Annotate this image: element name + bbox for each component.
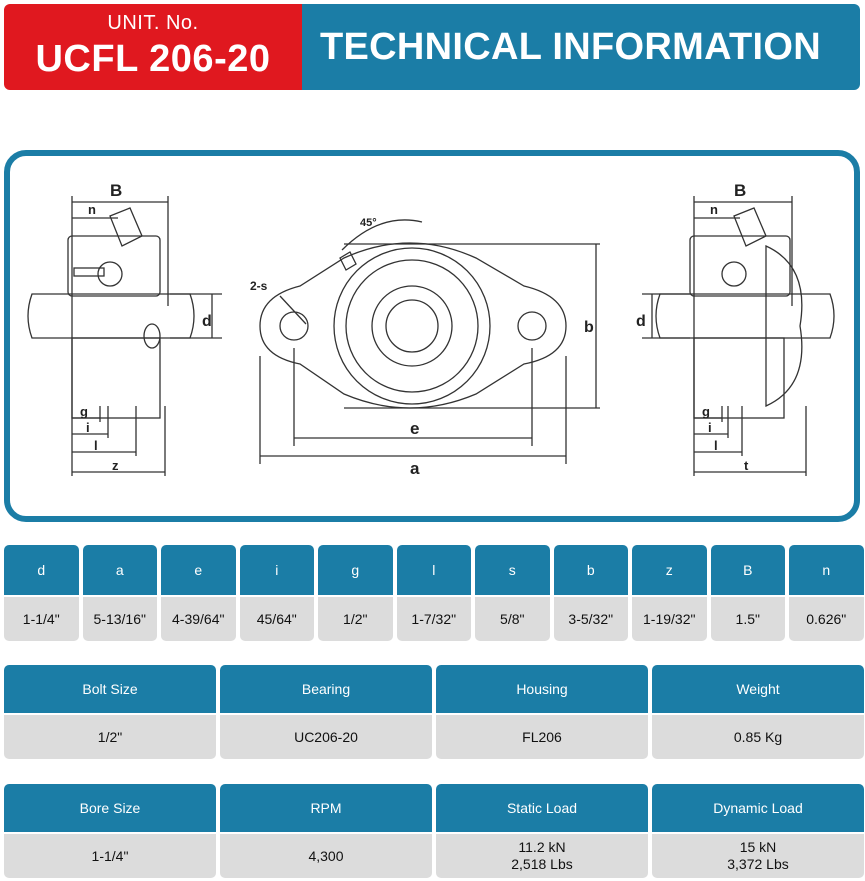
dim-label-B-left: B bbox=[110, 181, 123, 200]
dim-value-a-text: 5-13/16" bbox=[93, 611, 146, 627]
dim-value-s-text: 5/8" bbox=[500, 611, 525, 627]
bolt-size-value-text: 1/2" bbox=[97, 728, 123, 745]
dim-label-n-left: n bbox=[88, 202, 96, 217]
dim-label-B-right: B bbox=[734, 181, 747, 200]
dim-label-e: e bbox=[410, 419, 420, 438]
dim-header-z-text: z bbox=[665, 562, 673, 578]
dim-header-i-text: i bbox=[275, 562, 279, 578]
dim-value-l-text: 1-7/32" bbox=[411, 611, 457, 627]
dim-value-e-text: 4-39/64" bbox=[172, 611, 225, 627]
bolt-size-header bbox=[4, 665, 216, 713]
bore-size-value bbox=[4, 834, 216, 878]
dim-value-e bbox=[161, 597, 236, 641]
dim-value-i bbox=[240, 597, 315, 641]
dim-value-n bbox=[789, 597, 864, 641]
dim-value-i-text: 45/64" bbox=[256, 611, 297, 627]
dim-label-l-left: l bbox=[94, 438, 98, 453]
unit-label: UNIT. No. bbox=[107, 12, 199, 34]
static-load-value bbox=[436, 834, 648, 878]
dim-label-n-right: n bbox=[710, 202, 718, 217]
dim-header-l bbox=[397, 545, 472, 595]
dim-value-z-text: 1-19/32" bbox=[643, 611, 696, 627]
dim-header-z bbox=[632, 545, 707, 595]
dim-label-s: 2-s bbox=[250, 279, 268, 293]
dim-header-i bbox=[240, 545, 315, 595]
page-title: TECHNICAL INFORMATION bbox=[320, 26, 821, 68]
static-load-value-text-2: 2,518 Lbs bbox=[511, 856, 573, 872]
technical-drawing bbox=[10, 156, 854, 516]
dim-value-b-text: 3-5/32" bbox=[568, 611, 614, 627]
dim-value-g-text: 1/2" bbox=[343, 611, 368, 627]
dim-value-d-text: 1-1/4" bbox=[22, 611, 60, 627]
weight-header bbox=[652, 665, 864, 713]
dim-header-b bbox=[554, 545, 629, 595]
dim-header-g bbox=[318, 545, 393, 595]
dynamic-load-value-text-2: 3,372 Lbs bbox=[727, 856, 789, 872]
dim-value-n-text: 0.626" bbox=[806, 611, 847, 627]
dynamic-load-header-text: Dynamic Load bbox=[713, 800, 803, 816]
dim-label-g-right: g bbox=[702, 404, 710, 419]
unit-number: UCFL 206-20 bbox=[35, 38, 271, 80]
rpm-header-text: RPM bbox=[310, 800, 342, 816]
dynamic-load-header bbox=[652, 784, 864, 832]
dim-header-b-text: b bbox=[586, 562, 595, 578]
dim-header-s-text: s bbox=[508, 562, 516, 578]
bearing-header bbox=[220, 665, 432, 713]
dim-header-e bbox=[161, 545, 236, 595]
technical-drawing-frame bbox=[4, 150, 860, 522]
header-banner bbox=[4, 4, 860, 90]
rpm-value bbox=[220, 834, 432, 878]
unit-number-badge bbox=[4, 4, 302, 90]
dim-value-g bbox=[318, 597, 393, 641]
dynamic-load-value bbox=[652, 834, 864, 878]
dim-label-angle: 45° bbox=[360, 217, 377, 229]
dim-value-d bbox=[4, 597, 79, 641]
dim-value-B bbox=[711, 597, 786, 641]
dynamic-load-value-text-1: 15 kN bbox=[739, 839, 777, 855]
weight-value bbox=[652, 715, 864, 759]
bearing-value bbox=[220, 715, 432, 759]
dim-label-a: a bbox=[410, 459, 420, 478]
bore-size-value-text: 1-1/4" bbox=[91, 847, 129, 864]
dim-label-i-right: i bbox=[708, 420, 712, 435]
dim-header-g-text: g bbox=[351, 562, 360, 578]
bearing-value-text: UC206-20 bbox=[294, 728, 358, 745]
dim-label-d-right: d bbox=[636, 313, 646, 330]
dim-label-t-right: t bbox=[744, 458, 749, 473]
rpm-value-text: 4,300 bbox=[308, 847, 344, 864]
static-load-header-text: Static Load bbox=[506, 800, 578, 816]
dim-label-b: b bbox=[584, 319, 594, 336]
dim-label-d-left: d bbox=[202, 313, 212, 330]
dim-header-B-text: B bbox=[743, 562, 753, 578]
title-banner bbox=[302, 4, 860, 90]
dim-header-d-text: d bbox=[37, 562, 46, 578]
dim-header-n-text: n bbox=[822, 562, 831, 578]
dim-header-a-text: a bbox=[115, 562, 124, 578]
dim-header-B bbox=[711, 545, 786, 595]
dim-value-s bbox=[475, 597, 550, 641]
bearing-header-text: Bearing bbox=[301, 681, 351, 697]
bore-size-header-text: Bore Size bbox=[79, 800, 141, 816]
dim-value-l bbox=[397, 597, 472, 641]
housing-value bbox=[436, 715, 648, 759]
dim-header-l-text: l bbox=[432, 562, 436, 578]
dim-label-l-right: l bbox=[714, 438, 718, 453]
dim-header-d bbox=[4, 545, 79, 595]
dim-value-a bbox=[83, 597, 158, 641]
housing-value-text: FL206 bbox=[522, 728, 562, 745]
static-load-header bbox=[436, 784, 648, 832]
weight-header-text: Weight bbox=[736, 681, 780, 697]
housing-header bbox=[436, 665, 648, 713]
bolt-size-value bbox=[4, 715, 216, 759]
dim-value-z bbox=[632, 597, 707, 641]
bolt-size-header-text: Bolt Size bbox=[82, 681, 138, 697]
static-load-value-text-1: 11.2 kN bbox=[518, 839, 566, 855]
dim-label-g-left: g bbox=[80, 404, 88, 419]
dim-value-B-text: 1.5" bbox=[735, 611, 760, 627]
dim-label-i-left: i bbox=[86, 420, 90, 435]
dim-header-n bbox=[789, 545, 864, 595]
bore-size-header bbox=[4, 784, 216, 832]
rpm-header bbox=[220, 784, 432, 832]
dim-label-z-left: z bbox=[112, 458, 119, 473]
dim-header-s bbox=[475, 545, 550, 595]
dim-value-b bbox=[554, 597, 629, 641]
dim-header-e-text: e bbox=[194, 562, 203, 578]
weight-value-text: 0.85 Kg bbox=[733, 728, 783, 745]
housing-header-text: Housing bbox=[516, 681, 568, 697]
dim-header-a bbox=[83, 545, 158, 595]
